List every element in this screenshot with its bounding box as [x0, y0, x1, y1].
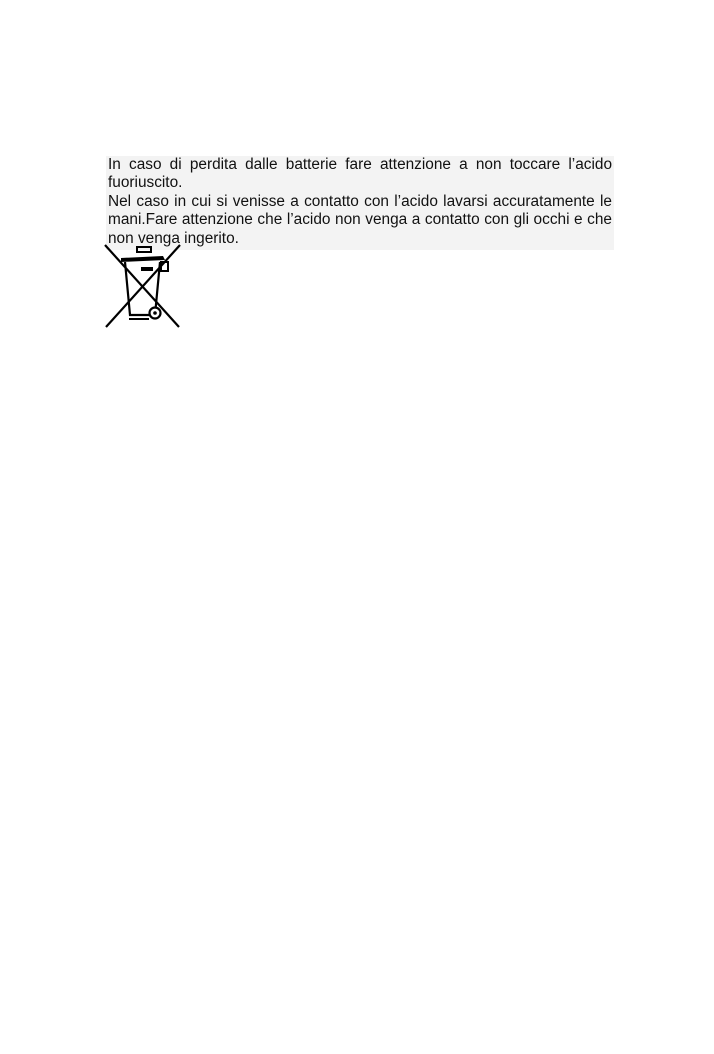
leak-warning-paragraph: In caso di perdita dalle batterie fare attenzione a non toccare l’acido fuoriuscito. — [108, 156, 612, 192]
crossed-out-wheelie-bin-icon — [103, 241, 183, 329]
battery-warning-text — [106, 156, 614, 250]
acid-contact-paragraph: Nel caso in cui si venisse a contatto con l’acido lavarsi accuratamente le mani.Fare attenzione che l’acido non venga a contatto con gli occhi e che non venga ingerito. — [108, 192, 612, 247]
